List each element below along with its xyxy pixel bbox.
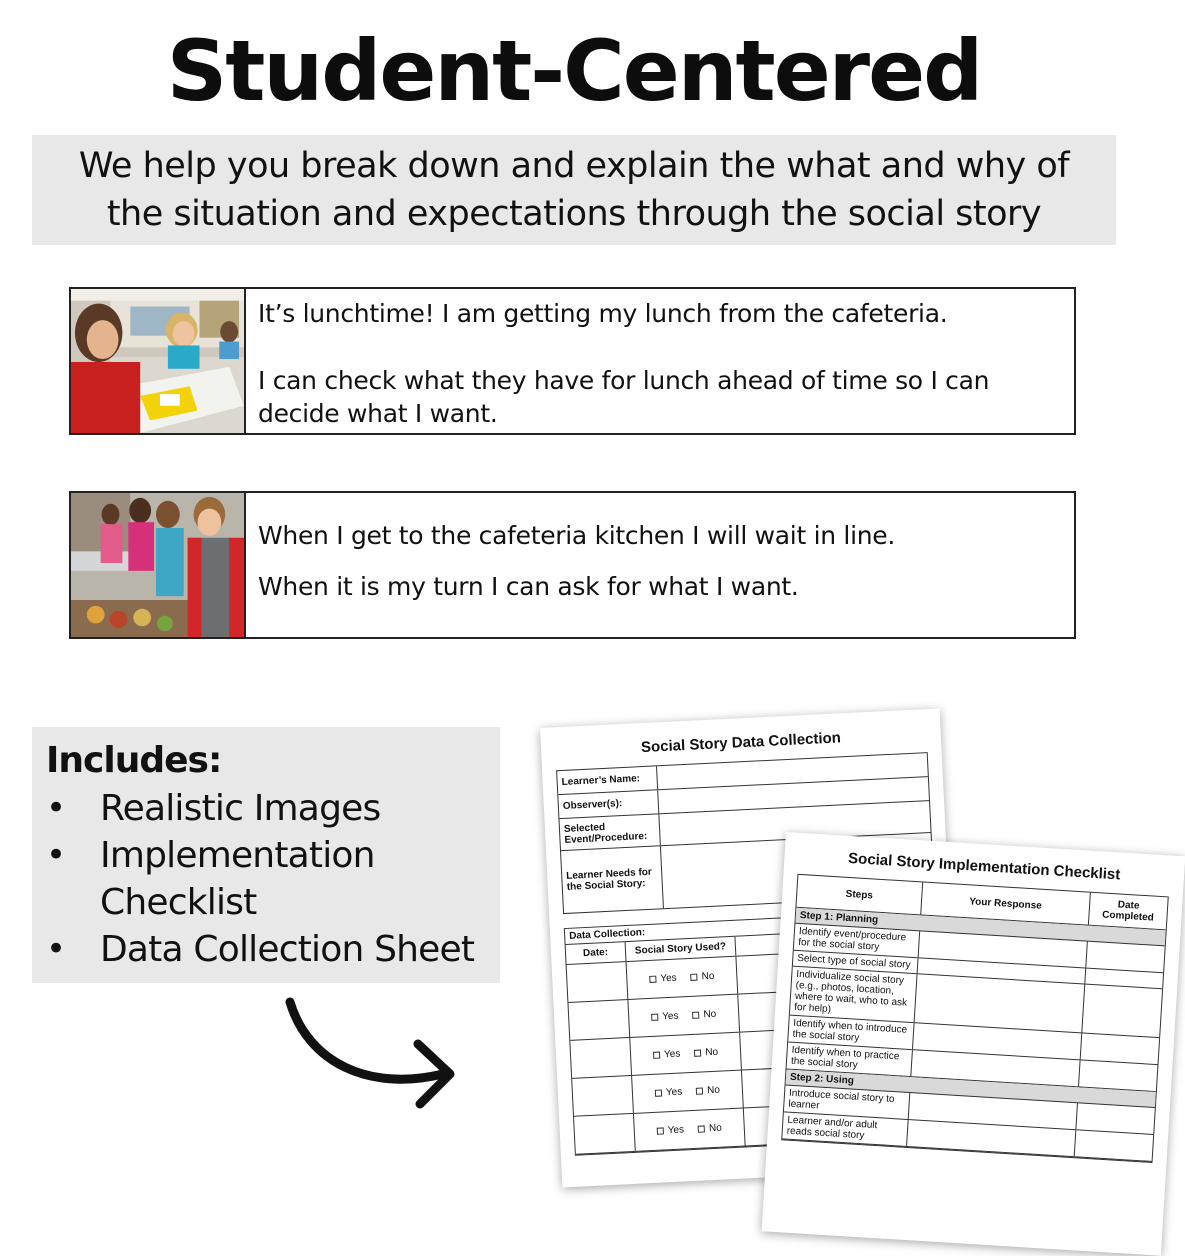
field-label: Selected Event/Procedure: xyxy=(559,814,660,850)
sheet-title: Social Story Implementation Checklist xyxy=(847,849,1121,884)
story-sentence: When it is my turn I can ask for what I want. xyxy=(258,572,799,601)
cafeteria-line-photo xyxy=(71,493,246,637)
field-label: Observer(s): xyxy=(558,790,659,818)
list-item: • Implementation Checklist xyxy=(46,832,376,926)
table-row: Yes No xyxy=(568,985,939,1041)
checklist-table xyxy=(781,874,1169,1163)
checkbox-icon xyxy=(690,974,697,981)
story-sentence: When I get to the cafeteria kitchen I will wait in line. xyxy=(258,521,895,550)
table-row: Yes No xyxy=(570,1023,941,1079)
column-header: Social Story Used? xyxy=(626,937,737,961)
implementation-checklist-sheet xyxy=(762,832,1185,1256)
includes-box xyxy=(32,727,500,983)
checkbox-icon xyxy=(698,1125,705,1132)
column-header: Your Response xyxy=(921,882,1091,924)
section-label: Data Collection: xyxy=(565,911,935,945)
field-label: Learner’s Name: xyxy=(557,766,658,794)
curved-arrow-icon xyxy=(278,992,468,1122)
story-sentence: I can check what they have for lunch ahead of time so I can decide what I want. xyxy=(258,366,990,428)
checkbox-icon xyxy=(651,1014,658,1021)
includes-title: Includes: xyxy=(46,740,222,781)
story-text-2 xyxy=(246,493,907,637)
checkbox-icon xyxy=(694,1050,701,1057)
table-row: Individualize social story (e.g., photos, location, where to wait, who to ask for help) xyxy=(790,967,1162,1038)
list-item: • Data Collection Sheet xyxy=(46,926,486,973)
column-header: Date: xyxy=(566,942,627,964)
checkbox-icon xyxy=(692,1012,699,1019)
table-row: Select type of social story xyxy=(793,951,1163,990)
table-row: Identify when to introduce the social story xyxy=(788,1016,1159,1066)
subtitle-text: We help you break down and explain the what and why of the situation and expectations through the social story xyxy=(78,146,1070,234)
step-header: Step 1: Planning xyxy=(795,908,1165,947)
checkbox-icon xyxy=(657,1127,664,1134)
subtitle-banner xyxy=(32,135,1116,245)
story-text-1 xyxy=(246,289,1074,433)
includes-list xyxy=(46,785,486,973)
story-sentence: It’s lunchtime! I am getting my lunch from the cafeteria. xyxy=(258,299,948,328)
table-row: Identify when to practice the social story xyxy=(787,1043,1158,1093)
page-title: Student-Centered xyxy=(166,22,982,120)
column-header: Steps xyxy=(796,875,923,915)
checkbox-icon xyxy=(653,1052,660,1059)
sheet-title: Social Story Data Collection xyxy=(640,729,842,757)
classroom-photo xyxy=(71,289,246,433)
table-row: Learner and/or adult reads social story xyxy=(782,1112,1153,1162)
table-row: Identify event/procedure for the social story xyxy=(794,924,1165,974)
field-label: Learner Needs for the Social Story: xyxy=(561,846,664,913)
step-header: Step 2: Using xyxy=(786,1069,1156,1108)
list-item: • Realistic Images xyxy=(46,785,486,832)
table-row: Yes No xyxy=(567,947,938,1003)
checkbox-icon xyxy=(655,1089,662,1096)
table-row: Yes No xyxy=(574,1099,945,1155)
story-card-2 xyxy=(69,491,1076,639)
column-header: Date Completed xyxy=(1101,899,1155,924)
checkbox-icon xyxy=(649,976,656,983)
story-card-1 xyxy=(69,287,1076,435)
table-row: Introduce social story to learner xyxy=(784,1085,1155,1135)
table-row: Yes No xyxy=(572,1061,943,1117)
checkbox-icon xyxy=(696,1087,703,1094)
